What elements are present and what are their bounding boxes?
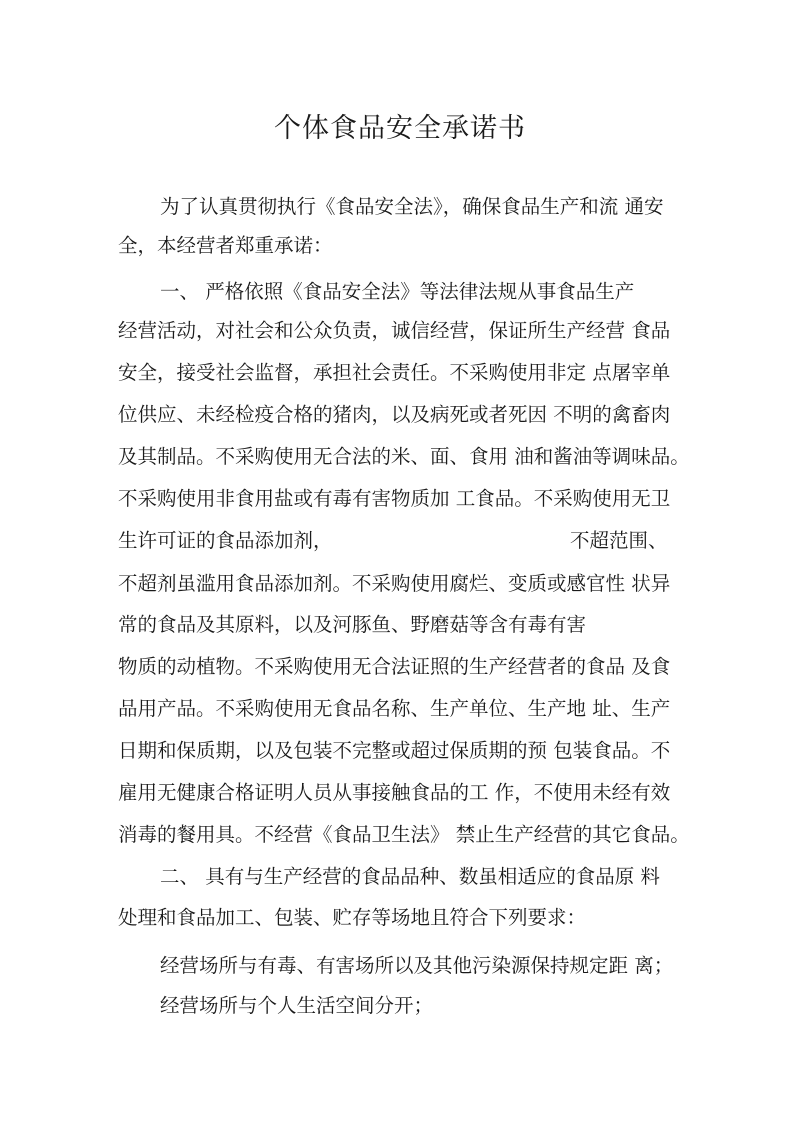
paragraph-line: 日期和保质期，以及包装不完整或超过保质期的预 包装食品。不 bbox=[118, 739, 671, 762]
paragraph-line: 为了认真贯彻执行《食品安全法》，确保食品生产和流 通安 bbox=[160, 195, 664, 218]
paragraph-line: 生许可证的食品添加剂， bbox=[118, 529, 333, 552]
paragraph-line: 品用产品。不采购使用无食品名称、生产单位、生产地 址、生产 bbox=[118, 697, 671, 720]
paragraph-line: 常的食品及其原料，以及河豚鱼、野磨菇等含有毒有害 bbox=[118, 613, 587, 636]
paragraph-line: 安全，接受社会监督，承担社会责任。不采购使用非定 点屠宰单 bbox=[118, 361, 671, 384]
paragraph-line-tail: 不超范围、 bbox=[570, 529, 668, 552]
document-title: 个体食品安全承诺书 bbox=[274, 113, 526, 144]
paragraph-line: 消毒的餐用具。不经营《食品卫生法》 禁止生产经营的其它食品。 bbox=[118, 823, 690, 846]
paragraph-line: 及其制品。不采购使用无合法的米、面、食用 油和酱油等调味品。 bbox=[118, 445, 690, 468]
paragraph-line: 雇用无健康合格证明人员从事接触食品的工 作，不使用未经有效 bbox=[118, 781, 671, 804]
paragraph-line: 经营场所与个人生活空间分开； bbox=[160, 994, 434, 1017]
paragraph-line: 一、 严格依照《食品安全法》等法律法规从事食品生产 bbox=[160, 280, 635, 303]
paragraph-line: 二、 具有与生产经营的食品品种、数虽相适应的食品原 料 bbox=[160, 865, 660, 888]
paragraph-line: 不采购使用非食用盐或有毒有害物质加 工食品。不采购使用无卫 bbox=[118, 487, 671, 510]
paragraph-line: 不超剂虽滥用食品添加剂。不采购使用腐烂、变质或感官性 状异 bbox=[118, 572, 671, 595]
paragraph-line: 经营活动，对社会和公众负责，诚信经营，保证所生产经营 食品 bbox=[118, 319, 671, 342]
paragraph-line: 处理和食品加工、包装、贮存等场地且符合下列要求： bbox=[118, 906, 587, 929]
paragraph-line: 物质的动植物。不采购使用无合法证照的生产经营者的食品 及食 bbox=[118, 655, 671, 678]
paragraph-line: 全，本经营者郑重承诺： bbox=[118, 234, 333, 257]
paragraph-line: 位供应、未经检疫合格的猪肉，以及病死或者死因 不明的禽畜肉 bbox=[118, 403, 671, 426]
paragraph-line: 经营场所与有毒、有害场所以及其他污染源保持规定距 离； bbox=[160, 954, 674, 977]
